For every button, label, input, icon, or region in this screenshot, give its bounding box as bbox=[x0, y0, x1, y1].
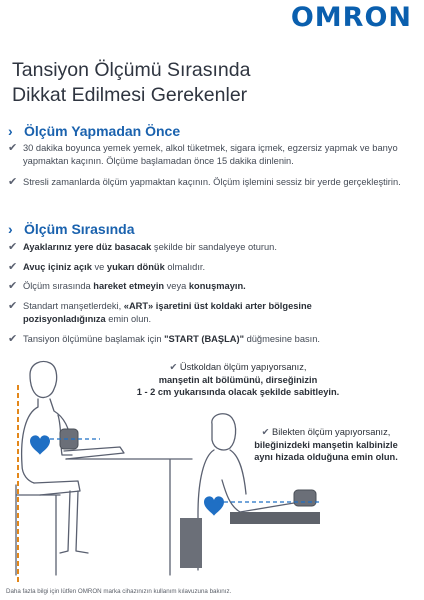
emphasis: "START (BAŞLA)" bbox=[164, 334, 244, 344]
emphasis: hareket etmeyin bbox=[93, 281, 165, 291]
list-item bbox=[8, 241, 416, 254]
list-item bbox=[8, 333, 416, 346]
wrist-note-line-3: aynı hizada olduğuna emin olun. bbox=[254, 452, 398, 463]
checkmark-icon: ✔ bbox=[8, 176, 18, 188]
list-item-text: olmalıdır. bbox=[164, 262, 206, 272]
section-heading-during bbox=[8, 221, 134, 237]
arm-support bbox=[230, 512, 320, 524]
upper-arm-note-line-1: Üstkoldan ölçüm yapıyorsanız, bbox=[179, 362, 307, 372]
heart-icon bbox=[204, 496, 224, 516]
checkmark-icon: ✔ bbox=[8, 333, 18, 345]
emphasis: Avuç içiniz açık bbox=[23, 262, 92, 272]
section-heading-before bbox=[8, 123, 180, 139]
list-item bbox=[8, 142, 416, 167]
head-outline bbox=[212, 414, 236, 450]
list-item-text: Ölçüm sırasında bbox=[23, 281, 94, 291]
checkmark-icon: ✔ bbox=[8, 261, 18, 273]
thigh-outline bbox=[34, 481, 80, 495]
wrist-note-line-1: Bilekten ölçüm yapıyorsanız, bbox=[272, 427, 391, 437]
checkmark-icon: ✔ bbox=[8, 300, 18, 312]
wrist-cuff bbox=[294, 490, 316, 506]
page-title bbox=[12, 58, 250, 108]
section-heading-before-text: Ölçüm Yapmadan Önce bbox=[24, 123, 181, 139]
chevron-right-icon: › bbox=[8, 123, 13, 139]
list-item bbox=[8, 176, 416, 189]
forearm-outline bbox=[222, 480, 300, 512]
head-outline bbox=[30, 362, 57, 398]
emphasis: konuşmayın. bbox=[188, 281, 246, 291]
wrist-note-line-2: bileğinizdeki manşetin kalbinizle bbox=[254, 439, 398, 450]
title-line-1: Tansiyon Ölçümü Sırasında bbox=[12, 59, 251, 81]
footer-note: Daha fazla bilgi için lütfen OMRON marka cihazınızın kullanım kılavuzuna bakınız. bbox=[6, 588, 232, 595]
list-item-text: veya bbox=[164, 281, 189, 291]
arm-cuff bbox=[60, 429, 78, 449]
emphasis: Ayaklarınız yere düz basacak bbox=[23, 242, 152, 252]
upper-arm-note-line-3: 1 - 2 cm yukarısında olacak şekilde sabitleyin. bbox=[136, 387, 340, 398]
checkmark-icon: ✔ bbox=[169, 362, 180, 372]
lower-leg-outline bbox=[76, 491, 88, 553]
chair-block bbox=[180, 518, 202, 568]
emphasis: «ART» işaretini üst koldaki arter bölgesine pozisyonladığınıza bbox=[23, 301, 312, 324]
section-heading-during-text: Ölçüm Sırasında bbox=[24, 221, 135, 237]
list-item-text: Stresli zamanlarda ölçüm yapmaktan kaçının. Ölçüm işlemini sessiz bir yerde gerçekleştirin. bbox=[23, 177, 401, 187]
list-item-text: düğmesine basın. bbox=[244, 334, 320, 344]
chevron-right-icon: › bbox=[8, 221, 13, 237]
list-item-text: Tansiyon ölçümüne başlamak için bbox=[23, 334, 165, 344]
list-item-text: 30 dakika boyunca yemek yemek, alkol tüketmek, sigara içmek, egzersiz yapmak ve banyo yapmaktan kaçının. Ölçüme başlamadan önce 15 dakika dinlenin. bbox=[23, 143, 398, 166]
chest-outline bbox=[230, 450, 246, 494]
list-item bbox=[8, 280, 416, 293]
list-item-text: şekilde bir sandalyeye oturun. bbox=[151, 242, 277, 252]
lower-leg-back-outline bbox=[60, 491, 70, 553]
chair-outline bbox=[16, 485, 60, 575]
omron-logo: OMRON bbox=[290, 2, 412, 33]
emphasis: yukarı dönük bbox=[106, 262, 165, 272]
upper-arm-note-line-2: manşetin alt bölümünü, dirseğinizin bbox=[158, 374, 318, 385]
list-item-text: ve bbox=[91, 262, 107, 272]
list-item-text: emin olun. bbox=[105, 313, 152, 324]
checkmark-icon: ✔ bbox=[8, 280, 18, 292]
checkmark-icon: ✔ bbox=[8, 241, 18, 253]
list-item bbox=[8, 300, 368, 325]
checkmark-icon: ✔ bbox=[261, 427, 273, 437]
list-item bbox=[8, 261, 416, 274]
title-line-2: Dikkat Edilmesi Gerekenler bbox=[12, 84, 248, 106]
checkmark-icon: ✔ bbox=[8, 142, 18, 154]
heart-icon bbox=[30, 435, 50, 455]
wrist-measurement-illustration bbox=[170, 410, 350, 572]
list-item-text: Standart manşetlerdeki, bbox=[23, 301, 124, 311]
